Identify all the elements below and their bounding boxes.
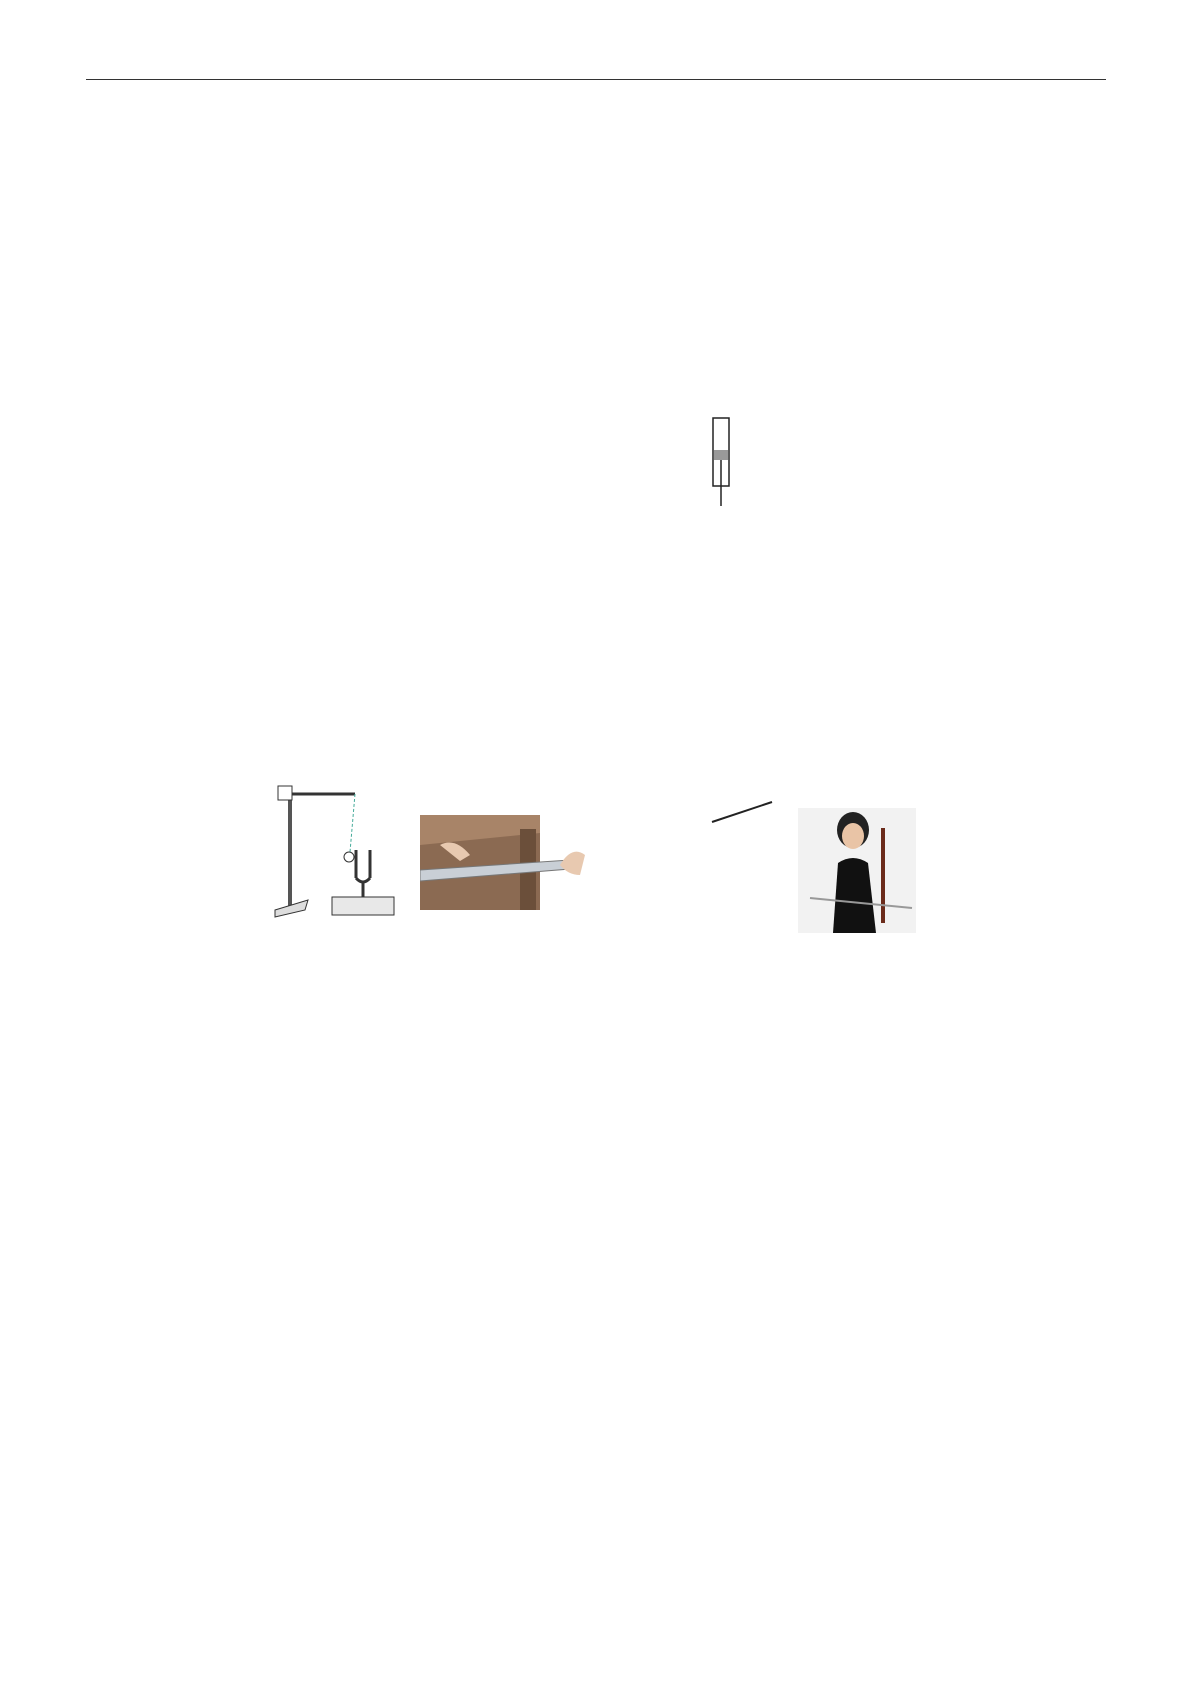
figure-steel-ruler: [420, 815, 590, 915]
figure-erhu-player: [798, 808, 916, 933]
glass-tube-whistle: [713, 418, 729, 506]
figure-water-bottles: [430, 412, 750, 512]
figure-tuning-fork: [270, 782, 400, 927]
frequency-bar-chart: [270, 1268, 940, 1590]
header-rule: [86, 79, 1106, 80]
figure-numbered-bottles: [604, 800, 774, 925]
